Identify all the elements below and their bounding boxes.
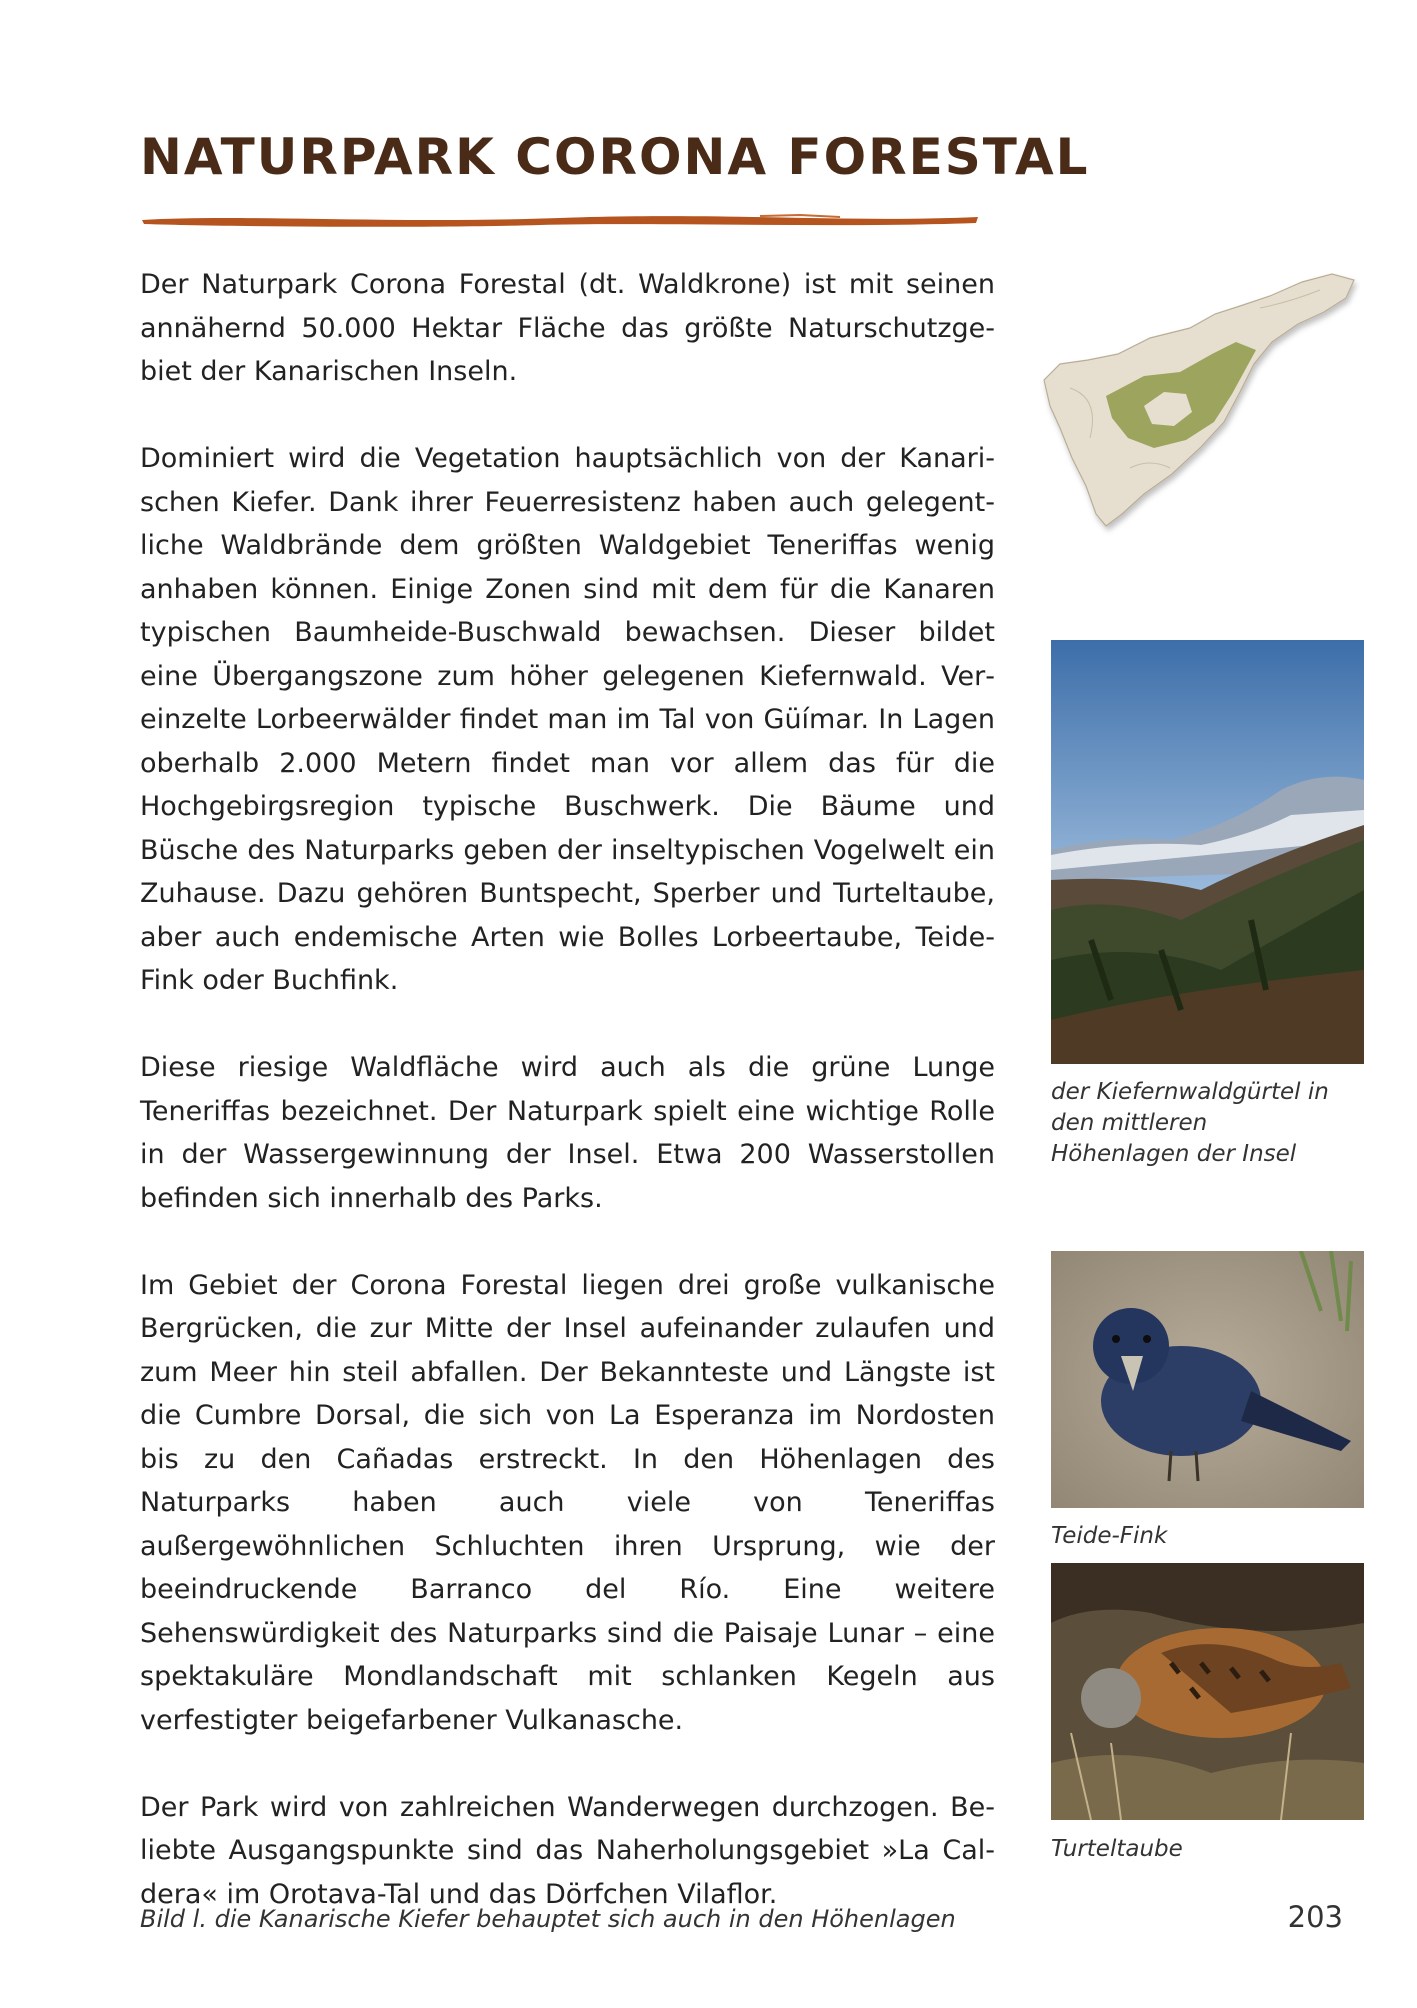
caption-fink: Teide-Fink xyxy=(1051,1523,1168,1549)
paragraph: Der Naturpark Corona Forestal (dt. Waldkrone) ist mit seinen annähernd 50.000 Hektar Fläche das größte Naturschutzgebiet der Kanarischen Inseln. xyxy=(140,269,995,387)
paragraph: Dominiert wird die Vegetation hauptsächlich von der Kanarischen Kiefer. Dank ihrer Feuerresistenz haben auch gelegentliche Waldbrände dem größten Waldgebiet Teneriffas wenig anhaben können. Einige Zonen sind mit dem für die Kanaren typischen Baumheide-Buschwald bewachsen. Dieser bildet eine Übergangszone zum höher gelegenen Kiefernwald. Vereinzelte Lorbeerwälder findet man im Tal von Güímar. In Lagen oberhalb 2.000 Metern findet man vor allem das für die Hochgebirgsregion typische Buschwerk. Die Bäume und Büsche des Naturparks geben der inseltypischen Vogelwelt ein Zuhause. Dazu gehören Buntspecht, Sperber und Turteltaube, aber auch endemische Arten wie Bolles Lorbeertaube, Teide-Fink oder Buchfink. xyxy=(140,443,995,996)
footer-note: Bild l. die Kanarische Kiefer behauptet sich auch in den Höhenlagen xyxy=(140,1905,956,1933)
tenerife-map xyxy=(1040,268,1360,538)
paragraph: Der Park wird von zahlreichen Wanderwegen durchzogen. Beliebte Ausgangspunkte sind das Naherholungsgebiet »La Caldera« im Orotava-Tal und das Dörfchen Vilaflor. xyxy=(140,1791,995,1910)
turteltaube-photo xyxy=(1051,1563,1364,1820)
fink-photo xyxy=(1051,1251,1364,1508)
article-body xyxy=(140,263,995,1916)
page-title: NATURPARK CORONA FORESTAL xyxy=(140,128,1090,186)
title-underline xyxy=(140,210,980,230)
paragraph: Diese riesige Waldfläche wird auch als die grüne Lunge Teneriffas bezeichnet. Der Naturpark spielt eine wichtige Rolle in der Wassergewinnung der Insel. Etwa 200 Wasserstollen befinden sich innerhalb des Parks. xyxy=(140,1052,995,1214)
caption-taube: Turteltaube xyxy=(1051,1836,1183,1862)
caption-forest: der Kiefernwaldgürtel in den mittleren Höhenlagen der Insel xyxy=(1051,1079,1329,1167)
forest-photo xyxy=(1051,640,1364,1064)
paragraph: Im Gebiet der Corona Forestal liegen drei große vulkanische Bergrücken, die zur Mitte der Insel aufeinander zulaufen und zum Meer hin steil abfallen. Der Bekannteste und Längste ist die Cumbre Dorsal, die sich von La Esperanza im Nordosten bis zu den Cañadas erstreckt. In den Höhenlagen des Naturparks haben auch viele von Teneriffas außergewöhnlichen Schluchten ihren Ursprung, wie der beeindruckende Barranco del Río. Eine weitere Sehenswürdigkeit des Naturparks sind die Paisaje Lunar – eine spektakuläre Mondlandschaft mit schlanken Kegeln aus verfestigter beigefarbener Vulkanasche. xyxy=(140,1269,995,1736)
page-number: 203 xyxy=(1287,1900,1343,1934)
